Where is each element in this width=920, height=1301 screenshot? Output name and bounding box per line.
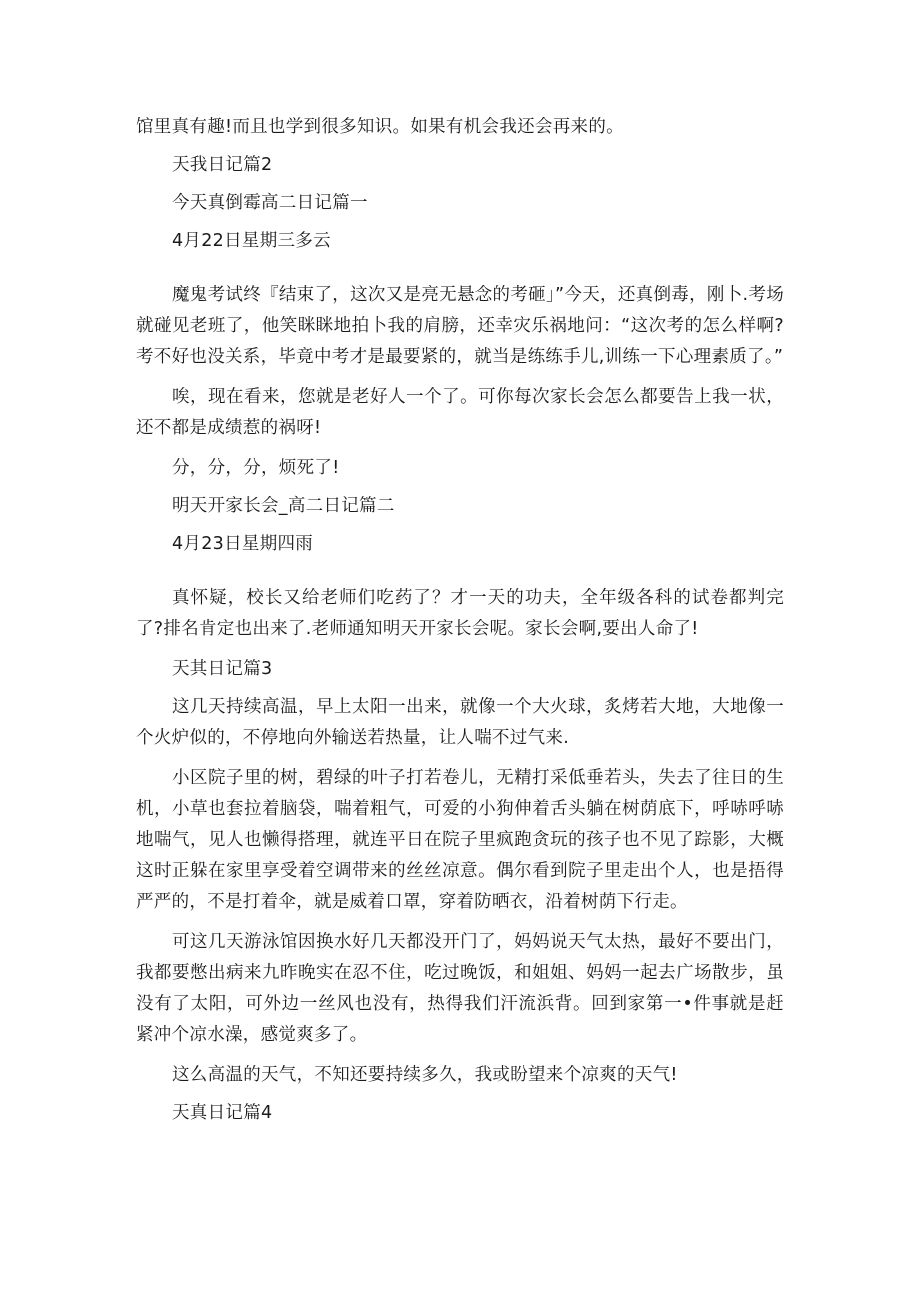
paragraph-courtyard-scene: 小区院子里的树，碧绿的叶子打若卷儿，无精打采低垂若头，失去了往日的生机，小草也套拉着脑袋，喘着粗气，可爱的小狗伸着舌头躺在树荫底下，呼哧呼哧地喘气，见人也懒得搭理，就连平日在院子里疯跑贪玩的孩子也不见了踪影，大概这时正躲在家里享受着空调带来的丝丝凉意。偶尔看到院子里走出个人，也是捂得严严的，不是打着伞，就是威着口罩，穿着防晒衣，沿着树荫下行走。 [136, 768, 784, 912]
section-heading-diary-2: 天我日记篇2 [172, 155, 273, 175]
section-heading-diary-4: 天真日记篇4 [172, 1103, 273, 1123]
paragraph-exam-over: 魔鬼考试终『结束了，这次又是亮无悬念的考砸」”今天，还真倒毒，刚卜.考场就碰见老班了，他笑眯眯地拍卜我的肩膀，还幸灾乐祸地问：“这次考的怎么样啊?考不好也没关系，毕竟中考才是最要紧的，就当是练练手儿,训练一下心理素质了。” [136, 285, 784, 367]
section-heading-diary-3: 天其日记篇3 [172, 659, 273, 679]
entry-title-bad-luck: 今天真倒霉高二日记篇一 [172, 193, 368, 213]
entry-date-april-23: 4月23日星期四雨 [172, 534, 314, 554]
entry-date-april-22: 4月22日星期三多云 [172, 231, 331, 251]
paragraph-intro-ending: 馆里真有趣!而且也学到很多知识。如果有机会我还会再来的。 [136, 117, 624, 137]
paragraph-evening-walk: 可这几天游泳馆因换水好几天都没开门了，妈妈说天气太热，最好不要出门，我都要憋出病来九昨晚实在忍不住，吃过晚饭，和姐姐、妈妈一起去广场散步，虽没有了太阳，可外边一丝风也没有，热得我们汗流浜背。回到家第一•件事就是赶紧冲个凉水澡，感觉爽多了。 [136, 932, 784, 1045]
entry-title-parent-meeting: 明天开家长会_高二日记篇二 [172, 496, 395, 516]
paragraph-scores-annoyed: 分，分，分，烦死了! [172, 458, 340, 478]
paragraph-heat-wave: 这几天持续高温，早上太阳一出来，就像一个大火球，炙烤若大地，大地像一个火炉似的，不停地向外输送若热量，让人喘不过气来. [136, 697, 784, 748]
paragraph-parent-meeting-complaint: 唉，现在看来，您就是老好人一个了。可你每次家长会怎么都要告上我一状，还不都是成绩惹的祸呀! [136, 387, 784, 438]
document-body [136, 112, 784, 1129]
paragraph-hoping-cool-weather: 这么高温的天气，不知还要持续多久，我或盼望来个凉爽的天气! [172, 1065, 678, 1085]
paragraph-papers-graded: 真怀疑，校长又给老师们吃药了？才一天的功夫，全年级各科的试卷都判完了?排名肯定也出来了.老师通知明天开家长会呢。家长会啊,要出人命了! [136, 588, 784, 639]
